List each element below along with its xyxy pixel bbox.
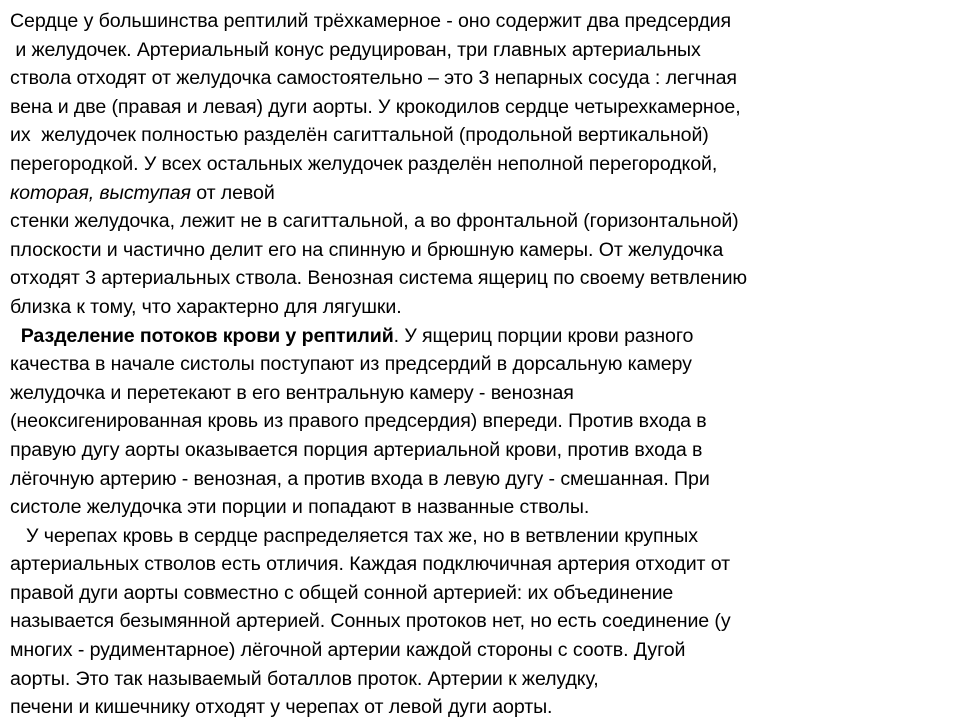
text-segment: от левой (190, 181, 275, 204)
text-segment: перегородкой. У всех остальных желудочек разделён неполной перегородкой, (10, 152, 718, 175)
text-line (10, 322, 950, 351)
body-text (10, 7, 950, 720)
text-segment: желудочка и перетекают в его вентральную камеру - венозная (10, 381, 574, 404)
text-line (10, 436, 950, 465)
text-line (10, 264, 950, 293)
text-segment: правую дугу аорты оказывается порция артериальной крови, против входа в (10, 438, 703, 461)
text-line (10, 121, 950, 150)
text-segment: близка к тому, что характерно для лягушки. (10, 295, 402, 318)
text-line (10, 236, 950, 265)
text-line (10, 579, 950, 608)
text-line (10, 550, 950, 579)
text-segment: лёгочную артерию - венозная, а против входа в левую дугу - смешанная. При (10, 467, 710, 490)
text-segment: печени и кишечнику отходят у черепах от левой дуги аорты. (10, 696, 553, 719)
text-segment: стенки желудочка, лежит не в сагиттальной, а во фронтальной (горизонтальной) (10, 210, 739, 233)
text-segment: качества в начале систолы поступают из предсердий в дорсальную камеру (10, 353, 692, 376)
text-line (10, 379, 950, 408)
text-segment: Сердце у большинства рептилий трёхкамерное - оно содержит два предсердия (10, 10, 732, 32)
text-segment: отходят 3 артериальных ствола. Венозная система ящериц по своему ветвлению (10, 267, 748, 290)
text-segment: их желудочек полностью разделён сагиттальной (продольной вертикальной) (10, 124, 709, 147)
text-segment: и желудочек. Артериальный конус редуцирован, три главных артериальных (10, 38, 701, 61)
text-line (10, 7, 950, 36)
text-segment: систоле желудочка эти порции и попадают в названные стволы. (10, 496, 590, 519)
text-segment: правой дуги аорты совместно с общей сонной артерией: их объединение (10, 581, 674, 604)
text-line (10, 207, 950, 236)
text-line (10, 36, 950, 65)
text-segment: (неоксигенированная кровь из правого предсердия) впереди. Против входа в (10, 410, 707, 433)
text-segment: артериальных стволов есть отличия. Каждая подключичная артерия отходит от (10, 553, 730, 576)
text-segment: аорты. Это так называемый боталлов проток. Артерии к желудку, (10, 667, 599, 690)
text-segment: многих - рудиментарное) лёгочной артерии каждой стороны с соотв. Дугой (10, 639, 686, 662)
text-line (10, 407, 950, 436)
text-segment (10, 325, 21, 347)
text-line (10, 179, 950, 208)
text-segment: У черепах кровь в сердце распределяется тах же, но в ветвлении крупных (10, 524, 698, 547)
text-line (10, 636, 950, 665)
text-segment: ствола отходят от желудочка самостоятельно – это 3 непарных сосуда : легчная (10, 67, 737, 90)
text-segment: плоскости и частично делит его на спинную и брюшную камеры. От желудочка (10, 238, 724, 261)
text-line (10, 350, 950, 379)
text-line (10, 665, 950, 694)
text-line (10, 522, 950, 551)
text-line (10, 607, 950, 636)
text-line (10, 64, 950, 93)
text-line (10, 693, 950, 720)
text-segment: вена и две (правая и левая) дуги аорты. У крокодилов сердце четырехкамерное, (10, 95, 741, 118)
text-segment: называется безымянной артерией. Сонных протоков нет, но есть соединение (у (10, 610, 731, 633)
section-heading: Разделение потоков крови у рептилий (20, 324, 394, 347)
text-line (10, 493, 950, 522)
italic-phrase: которая, выступая (10, 181, 191, 204)
text-line (10, 150, 950, 179)
text-segment: . У ящериц порции крови разного (393, 324, 694, 347)
text-line (10, 93, 950, 122)
text-line (10, 293, 950, 322)
text-line (10, 465, 950, 494)
